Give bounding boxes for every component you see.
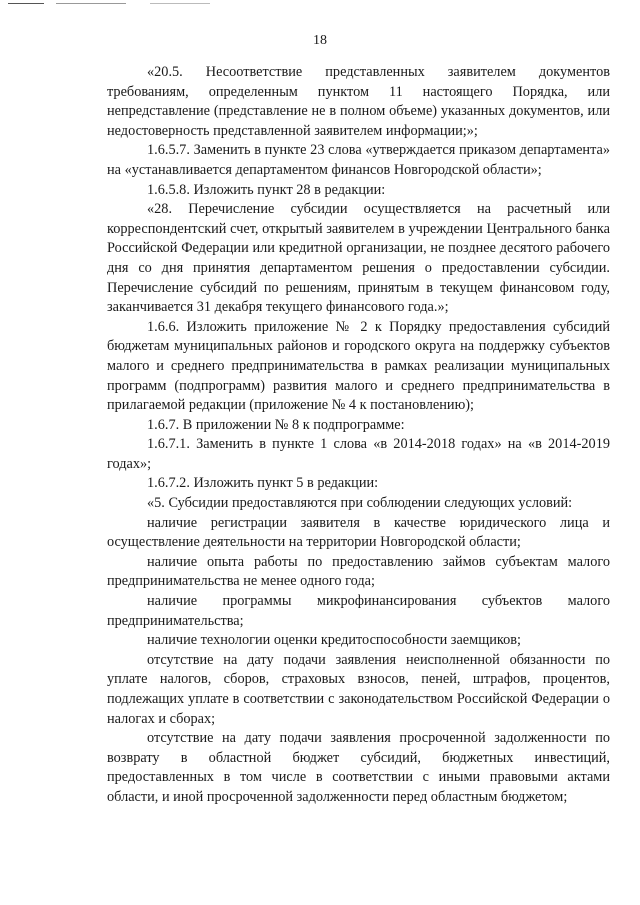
paragraph: 1.6.7.2. Изложить пункт 5 в редакции: bbox=[147, 475, 379, 492]
paragraph: 1.6.6. Изложить приложение № 2 к Порядку предоставления субсидий бюджетам муниципальных районов и городского округа на поддержку субъектов малого и среднего предпринимательства в рамках реализации муниципальных программ (подпрограмм) развития малого и среднего предпринимательства в прилагаемой редакции (приложение № 4 к постановлению); bbox=[107, 318, 610, 414]
document-body bbox=[107, 63, 610, 808]
paragraph: наличие регистрации заявителя в качестве юридического лица и осуществление деятельности на территории Новгородской области; bbox=[107, 514, 610, 551]
scan-artifact-line bbox=[8, 3, 44, 4]
paragraph: наличие опыта работы по предоставлению займов субъектам малого предпринимательства не менее одного года; bbox=[107, 553, 610, 590]
paragraph: наличие технологии оценки кредитоспособности заемщиков; bbox=[147, 632, 521, 649]
paragraph: наличие программы микрофинансирования субъектов малого предпринимательства; bbox=[107, 593, 610, 629]
paragraph: «5. Субсидии предоставляются при соблюдении следующих условий: bbox=[147, 495, 573, 512]
paragraph: отсутствие на дату подачи заявления просроченной задолженности по возврату в областной бюджет субсидий, бюджетных инвестиций, предоставленных в том числе в соответствии с иными правовыми актами области, и иной просроченной задолженности перед областным бюджетом; bbox=[107, 730, 610, 805]
paragraph: отсутствие на дату подачи заявления неисполненной обязанности по уплате налогов, сборов, страховых взносов, пеней, штрафов, процентов, подлежащих уплате в соответствии с законодательством Российской Федерации о налогах и сборах; bbox=[107, 651, 610, 727]
paragraph: 1.6.7.1. Заменить в пункте 1 слова «в 2014-2018 годах» на «в 2014-2019 годах»; bbox=[107, 436, 610, 472]
paragraph: 1.6.5.7. Заменить в пункте 23 слова «утверждается приказом департамента» на «устанавливается департаментом финансов Новгородской области»; bbox=[107, 142, 610, 178]
paragraph: «20.5. Несоответствие представленных заявителем документов требованиям, определенным пунктом 11 настоящего Порядка, или непредставление (представление не в полном объеме) указанных документов, или недостоверность представленной заявителем информации;»; bbox=[107, 64, 610, 139]
paragraph: «28. Перечисление субсидии осуществляется на расчетный или корреспондентский счет, открытый заявителем в учреждении Центрального банка Российской Федерации или кредитной организации, не позднее десятого рабочего дня со дня принятия департаментом решения о предоставлении субсидии. Перечисление субсидий по решениям, принятым в текущем финансовом году, заканчивается 31 декабря текущего финансового года.»; bbox=[107, 201, 610, 316]
paragraph: 1.6.7. В приложении № 8 к подпрограмме: bbox=[147, 416, 405, 433]
page-number: 18 bbox=[313, 33, 327, 48]
scan-artifact-line bbox=[56, 3, 126, 4]
paragraph: 1.6.5.8. Изложить пункт 28 в редакции: bbox=[147, 181, 386, 198]
scan-artifact-line bbox=[150, 3, 210, 4]
